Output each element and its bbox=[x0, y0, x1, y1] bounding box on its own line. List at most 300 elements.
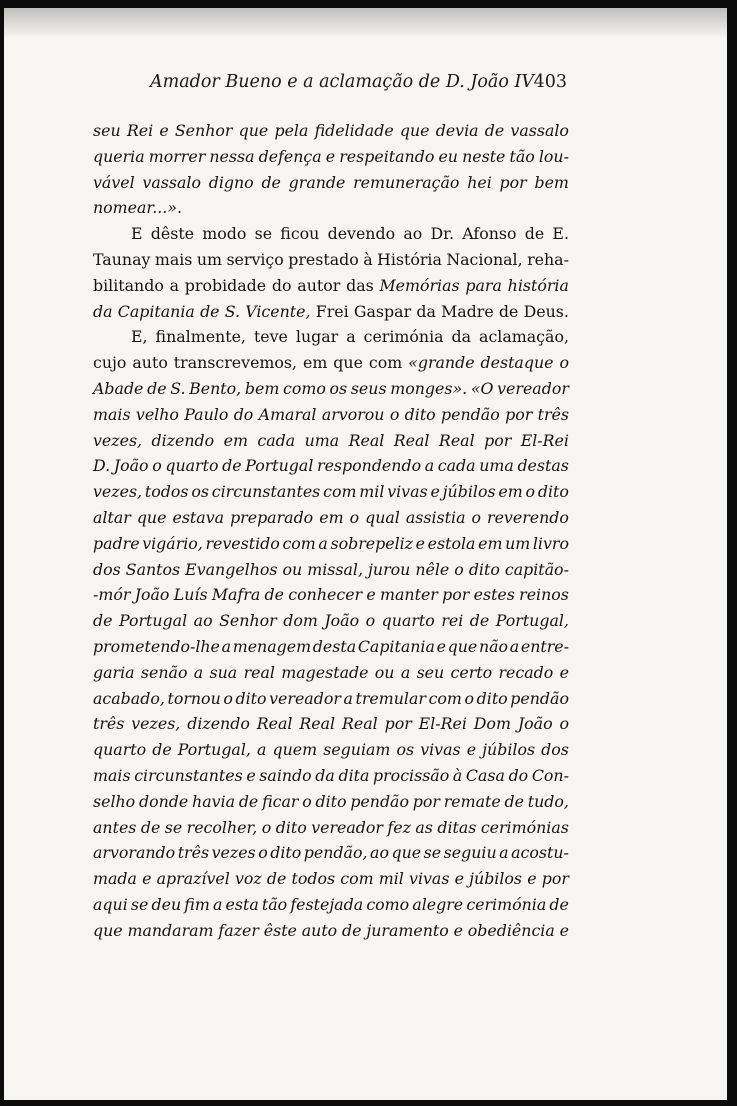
word: dom bbox=[283, 611, 318, 631]
word: serviço bbox=[226, 249, 284, 269]
word: selho bbox=[93, 791, 136, 811]
word: se bbox=[423, 843, 442, 863]
word: por bbox=[384, 714, 412, 734]
word: estola bbox=[427, 533, 476, 553]
word: reha- bbox=[527, 249, 569, 269]
word: ficar bbox=[262, 791, 299, 811]
word: o bbox=[389, 404, 400, 424]
text-line bbox=[93, 350, 569, 376]
word: entre- bbox=[520, 636, 569, 656]
word: o bbox=[525, 482, 536, 502]
word: e bbox=[325, 146, 336, 166]
word: três bbox=[537, 404, 569, 424]
word: de bbox=[549, 894, 569, 914]
word: fidelidade bbox=[314, 121, 394, 140]
word: de bbox=[222, 456, 242, 476]
word: real bbox=[243, 662, 275, 682]
word: os bbox=[329, 378, 348, 398]
word: e bbox=[559, 920, 569, 940]
word: os bbox=[191, 482, 209, 502]
word: tão bbox=[509, 146, 535, 166]
word: Capitania bbox=[117, 301, 195, 321]
word: Deus. bbox=[523, 301, 569, 321]
word: Frei bbox=[315, 301, 349, 321]
text-line bbox=[93, 505, 569, 531]
word: qual bbox=[365, 507, 400, 527]
word: Real bbox=[438, 430, 475, 450]
word: recado bbox=[498, 662, 554, 682]
word: o bbox=[349, 507, 360, 527]
word: vereador bbox=[497, 378, 569, 398]
word: Portugal bbox=[245, 456, 314, 476]
word: de bbox=[140, 817, 161, 837]
word: seu bbox=[416, 662, 445, 682]
word: teve bbox=[253, 327, 288, 347]
word: D. bbox=[93, 456, 111, 476]
word: Portugal bbox=[118, 611, 188, 631]
word: revestido bbox=[205, 533, 280, 553]
word: de bbox=[261, 172, 281, 192]
word: altar bbox=[93, 507, 131, 527]
word: da bbox=[451, 327, 472, 347]
word: e bbox=[430, 482, 440, 502]
word: E bbox=[131, 224, 143, 244]
word: as bbox=[415, 817, 433, 837]
word: rei bbox=[441, 611, 464, 631]
word: devendo bbox=[327, 224, 396, 244]
word: dizendo bbox=[151, 430, 215, 450]
scan-border-bottom bbox=[0, 1100, 737, 1106]
word: ficou bbox=[280, 224, 320, 244]
word: «O bbox=[470, 378, 494, 398]
word: seu bbox=[93, 121, 121, 140]
word: preparado bbox=[230, 507, 314, 527]
word: pendão bbox=[510, 688, 569, 708]
word: arvorou bbox=[321, 404, 385, 424]
word: cerimónia bbox=[466, 894, 547, 914]
word: em bbox=[223, 430, 248, 450]
word: êste bbox=[263, 920, 297, 940]
word: de bbox=[93, 611, 113, 631]
word: lugar bbox=[295, 327, 339, 347]
word: um bbox=[505, 533, 531, 553]
word: de bbox=[152, 740, 172, 760]
word: sobrepeliz bbox=[330, 533, 414, 553]
word: Bento, bbox=[189, 378, 242, 398]
word: em bbox=[478, 533, 503, 553]
text-line bbox=[93, 789, 569, 815]
word: auto bbox=[301, 920, 338, 940]
word: mais bbox=[93, 765, 131, 785]
word: ao bbox=[370, 843, 389, 863]
word: menagem bbox=[232, 636, 312, 656]
word: circunstantes bbox=[211, 482, 321, 502]
text-line bbox=[93, 634, 569, 660]
word: júbilos bbox=[442, 482, 496, 502]
word: juramento bbox=[366, 920, 449, 940]
word: Afonso bbox=[462, 224, 517, 244]
word: Con- bbox=[531, 765, 569, 785]
word: a bbox=[499, 843, 509, 863]
word: o bbox=[454, 559, 464, 579]
word: o bbox=[152, 456, 162, 476]
word: transcrevemos, bbox=[173, 353, 298, 373]
word: o bbox=[223, 688, 233, 708]
word: que bbox=[333, 353, 363, 373]
word: Abade bbox=[93, 378, 144, 398]
word: quarto bbox=[93, 740, 147, 760]
word: Portugal, bbox=[177, 740, 251, 760]
word: vassalo bbox=[142, 172, 201, 192]
scan-border-left bbox=[0, 0, 4, 1106]
paragraph bbox=[93, 324, 569, 943]
word: Santos bbox=[125, 559, 181, 579]
word: vivas bbox=[387, 482, 428, 502]
text-line bbox=[93, 711, 569, 737]
word: das bbox=[346, 275, 374, 295]
word: arvorando bbox=[93, 843, 176, 863]
word: o bbox=[559, 353, 569, 373]
word: quem bbox=[272, 740, 318, 760]
word: bem bbox=[534, 172, 569, 192]
word: dito bbox=[476, 688, 508, 708]
paragraph bbox=[93, 118, 569, 221]
word: seus bbox=[350, 378, 387, 398]
word: «grande bbox=[408, 353, 475, 373]
word: História bbox=[377, 249, 442, 269]
word: de bbox=[469, 611, 490, 631]
word: tremular bbox=[355, 688, 426, 708]
word: que bbox=[93, 920, 123, 940]
word: o bbox=[559, 714, 569, 734]
scan-border-right bbox=[727, 0, 737, 1106]
word: vivas bbox=[409, 869, 450, 889]
word: a bbox=[221, 636, 232, 656]
word: que bbox=[399, 121, 430, 140]
text-line bbox=[93, 892, 569, 918]
word: monges». bbox=[390, 378, 468, 398]
word: Dr. bbox=[430, 224, 454, 244]
paragraph bbox=[93, 221, 569, 324]
word: obediência bbox=[467, 920, 555, 940]
word: S. bbox=[170, 378, 186, 398]
word: donde bbox=[138, 791, 189, 811]
word: de bbox=[238, 791, 259, 811]
word: mada bbox=[93, 869, 137, 889]
word: queria bbox=[93, 146, 145, 166]
word: bem bbox=[244, 378, 280, 398]
text-line bbox=[93, 737, 569, 763]
word: dito bbox=[404, 404, 436, 424]
word: seguiu bbox=[443, 843, 497, 863]
word: desta bbox=[312, 636, 357, 656]
word: recolher, bbox=[186, 817, 258, 837]
word: que bbox=[447, 636, 478, 656]
word: modo bbox=[202, 224, 247, 244]
word: Gaspar bbox=[353, 301, 412, 321]
word: remuneração bbox=[353, 172, 460, 192]
word: pela bbox=[274, 121, 309, 140]
word: João bbox=[113, 456, 149, 476]
word: esta bbox=[225, 894, 259, 914]
word: senão bbox=[140, 662, 188, 682]
word: da bbox=[93, 301, 113, 321]
word: Amaral bbox=[258, 404, 317, 424]
word: voz bbox=[234, 869, 262, 889]
word: com bbox=[368, 353, 403, 373]
word: por bbox=[442, 585, 470, 605]
word: o bbox=[261, 817, 272, 837]
text-line bbox=[93, 686, 569, 712]
word: três bbox=[177, 843, 210, 863]
word: dito bbox=[270, 843, 302, 863]
word: dita bbox=[338, 765, 370, 785]
word: a bbox=[193, 662, 204, 682]
word: três bbox=[93, 714, 125, 734]
word: se bbox=[254, 224, 273, 244]
word: prometendo-lhe bbox=[93, 636, 220, 656]
word: acostu- bbox=[511, 843, 569, 863]
word: neste bbox=[462, 146, 506, 166]
word: e bbox=[454, 869, 464, 889]
scan-shadow-top bbox=[0, 8, 737, 38]
word: ditas bbox=[437, 817, 477, 837]
word: livro bbox=[532, 533, 569, 553]
text-line bbox=[93, 557, 569, 583]
word: de bbox=[200, 301, 220, 321]
word: reverendo bbox=[487, 507, 569, 527]
word: a bbox=[257, 740, 267, 760]
word: conhecer bbox=[288, 585, 363, 605]
text-line bbox=[93, 918, 569, 944]
text-line bbox=[93, 582, 569, 608]
word: da bbox=[315, 765, 335, 785]
word: fim bbox=[184, 894, 210, 914]
word: Real bbox=[348, 430, 385, 450]
body-text bbox=[93, 118, 569, 944]
word: Madre bbox=[441, 301, 494, 321]
word: dos bbox=[541, 740, 569, 760]
word: se bbox=[130, 894, 149, 914]
word: cada bbox=[437, 456, 476, 476]
text-line bbox=[93, 815, 569, 841]
word: e bbox=[527, 869, 537, 889]
text-line bbox=[93, 376, 569, 402]
word: fazer bbox=[218, 920, 259, 940]
word: ou bbox=[282, 559, 303, 579]
word: vigário, bbox=[142, 533, 203, 553]
word: por bbox=[499, 172, 527, 192]
word: Casa bbox=[465, 765, 505, 785]
text-line bbox=[93, 299, 569, 325]
word: cerimónia bbox=[363, 327, 444, 347]
word: procissão bbox=[373, 765, 450, 785]
word: do bbox=[233, 404, 254, 424]
word: aclamação, bbox=[479, 327, 569, 347]
word: pendão bbox=[441, 404, 500, 424]
word: com bbox=[323, 482, 357, 502]
word: capitão- bbox=[504, 559, 569, 579]
word: vezes, bbox=[131, 714, 181, 734]
word: ou bbox=[374, 662, 395, 682]
word: uma bbox=[479, 456, 514, 476]
word: Taunay bbox=[93, 249, 151, 269]
word: não bbox=[478, 636, 509, 656]
word: de bbox=[504, 791, 524, 811]
word: tudo, bbox=[527, 791, 569, 811]
word: que bbox=[136, 507, 167, 527]
text-line bbox=[93, 170, 569, 196]
word: de bbox=[147, 378, 167, 398]
word: manter bbox=[380, 585, 438, 605]
word: deu bbox=[151, 894, 182, 914]
text-line bbox=[93, 195, 569, 221]
word: e bbox=[453, 920, 463, 940]
word: à bbox=[452, 765, 463, 785]
word: se bbox=[164, 817, 183, 837]
word: a bbox=[400, 662, 411, 682]
word: nêle bbox=[415, 559, 450, 579]
word: vezes bbox=[211, 843, 256, 863]
word: garia bbox=[93, 662, 135, 682]
word: o bbox=[471, 507, 482, 527]
text-line bbox=[93, 273, 569, 299]
word: mais bbox=[93, 404, 131, 424]
word: respeitando bbox=[339, 146, 435, 166]
word: à bbox=[363, 249, 373, 269]
word: a bbox=[318, 533, 328, 553]
word: e bbox=[466, 740, 477, 760]
word: por bbox=[505, 404, 533, 424]
word: e bbox=[436, 636, 446, 656]
word: destas bbox=[517, 456, 569, 476]
word: de bbox=[498, 301, 519, 321]
word: a bbox=[343, 688, 353, 708]
word: e bbox=[559, 662, 569, 682]
word: Memórias bbox=[379, 275, 460, 295]
word: em bbox=[303, 353, 328, 373]
word: vereador bbox=[269, 688, 341, 708]
word: a bbox=[212, 894, 223, 914]
page-number: 403 bbox=[533, 72, 567, 92]
word: -mór bbox=[93, 585, 131, 605]
word: mais bbox=[154, 249, 193, 269]
word: pendão bbox=[350, 791, 409, 811]
word: com bbox=[282, 533, 316, 553]
word: El-Rei bbox=[520, 430, 569, 450]
word: o bbox=[302, 791, 312, 811]
word: mandaram bbox=[127, 920, 214, 940]
text-line bbox=[93, 221, 569, 247]
word: cerimónias bbox=[480, 817, 569, 837]
word: de bbox=[524, 224, 545, 244]
word: por bbox=[412, 791, 440, 811]
word: vereador bbox=[311, 817, 383, 837]
word: quarto bbox=[165, 456, 219, 476]
word: de bbox=[484, 121, 505, 140]
word: de bbox=[342, 920, 362, 940]
word: todos bbox=[291, 869, 336, 889]
word: finalmente, bbox=[155, 327, 246, 347]
word: de bbox=[266, 869, 287, 889]
word: vezes, bbox=[93, 482, 143, 502]
word: E. bbox=[552, 224, 569, 244]
word: Portugal, bbox=[495, 611, 569, 631]
word: probidade bbox=[184, 275, 267, 295]
word: lou- bbox=[538, 146, 569, 166]
word: morrer bbox=[148, 146, 206, 166]
word: que bbox=[391, 843, 422, 863]
word: Luís bbox=[173, 585, 208, 605]
word: dos bbox=[93, 559, 121, 579]
word: destaque bbox=[480, 353, 554, 373]
word: e bbox=[246, 765, 256, 785]
word: El-Rei bbox=[418, 714, 467, 734]
word: saindo bbox=[259, 765, 312, 785]
word: por bbox=[484, 430, 512, 450]
word: prestado bbox=[288, 249, 359, 269]
word: assistia bbox=[405, 507, 466, 527]
word: velho bbox=[135, 404, 179, 424]
word: cada bbox=[257, 430, 296, 450]
word: com bbox=[340, 869, 374, 889]
word: certo bbox=[450, 662, 493, 682]
word: em bbox=[319, 507, 344, 527]
word: antes bbox=[93, 817, 137, 837]
word: estes bbox=[473, 585, 515, 605]
word: e bbox=[415, 533, 426, 553]
word: como bbox=[282, 378, 326, 398]
word: como bbox=[366, 894, 410, 914]
text-line bbox=[93, 660, 569, 686]
word: Real bbox=[299, 714, 336, 734]
word: aqui bbox=[93, 894, 128, 914]
word: dito bbox=[315, 791, 347, 811]
word: ao bbox=[403, 224, 423, 244]
word: acabado, bbox=[93, 688, 165, 708]
word: sua bbox=[209, 662, 238, 682]
word: Vicente, bbox=[245, 301, 311, 321]
word: história bbox=[507, 275, 569, 295]
word: Rei bbox=[126, 121, 154, 140]
text-line bbox=[93, 479, 569, 505]
word: alegre bbox=[412, 894, 464, 914]
word: missal, bbox=[307, 559, 363, 579]
word: jurou bbox=[368, 559, 411, 579]
word: o bbox=[365, 611, 376, 631]
word: os bbox=[396, 740, 415, 760]
word: e bbox=[142, 869, 152, 889]
word: e bbox=[159, 121, 169, 140]
word: dito bbox=[537, 482, 569, 502]
word: quarto bbox=[381, 611, 435, 631]
word: padre bbox=[93, 533, 140, 553]
word: por bbox=[541, 869, 569, 889]
word: circunstantes bbox=[134, 765, 243, 785]
word: uma bbox=[304, 430, 340, 450]
word: em bbox=[498, 482, 523, 502]
word: a bbox=[169, 275, 180, 295]
word: vezes, bbox=[93, 430, 143, 450]
word: ao bbox=[193, 611, 213, 631]
word: Paulo bbox=[184, 404, 229, 424]
word: vável bbox=[93, 172, 135, 192]
word: mil bbox=[359, 482, 385, 502]
word: tão bbox=[261, 894, 288, 914]
word: festejada bbox=[290, 894, 364, 914]
word: do bbox=[271, 275, 292, 295]
word: a bbox=[424, 456, 435, 476]
